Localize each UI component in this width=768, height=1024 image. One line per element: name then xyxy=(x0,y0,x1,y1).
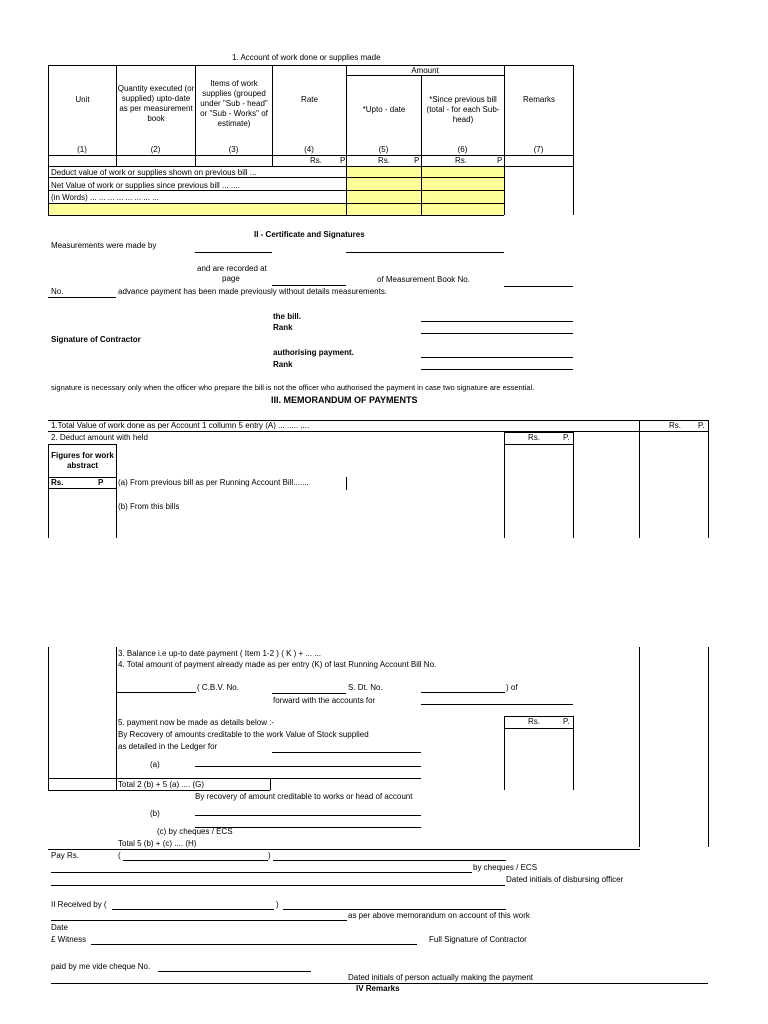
mb-no-label: of Measurement Book No. xyxy=(377,275,470,284)
col-upto-date: *Upto - date xyxy=(362,105,406,114)
memo-heading: III. MEMORANDUM OF PAYMENTS xyxy=(271,395,418,405)
memo-line-2: 2. Deduct amount with held xyxy=(51,433,148,442)
p-label: P xyxy=(497,156,503,165)
col-items: Items of work supplies (grouped under "Sub - head" or "Sub - Works" of estimate) xyxy=(200,79,268,128)
col-num-6: (6) xyxy=(457,145,468,154)
col-unit: Unit xyxy=(75,95,90,104)
forward-label: forward with the accounts for xyxy=(273,696,376,705)
no-label: No. xyxy=(51,287,64,296)
p-label: P. xyxy=(698,421,705,430)
recovery-stock-line: By Recovery of amounts creditable to the work Value of Stock supplied xyxy=(118,730,369,739)
row-in-words: (in Words) ... ... ... ... ... ... ... ... xyxy=(51,193,159,202)
pay-rs-label: Pay Rs. xyxy=(51,851,80,860)
item-b-label: (b) xyxy=(150,809,160,818)
rs-label: Rs. xyxy=(455,156,467,165)
rs-label: Rs. xyxy=(310,156,322,165)
dated-initials-disbursing: Dated initials of disbursing officer xyxy=(506,875,624,884)
signature-contractor-label: Signature of Contractor xyxy=(51,335,141,344)
total-g-line: Total 2 (b) + 5 (a) .... (G) xyxy=(118,780,205,789)
paid-by-cheque-label: paid by me vide cheque No. xyxy=(51,962,151,971)
authorising-payment-label: authorising payment. xyxy=(273,348,354,357)
memo-line-1: 1.Total Value of work done as per Account 1 collumn 5 entry (A) ... ..... .... xyxy=(51,421,310,430)
witness-label: £ Witness xyxy=(51,935,87,944)
total-h-line: Total 5 (b) + (c) .... (H) xyxy=(118,839,197,848)
p-label: P. xyxy=(563,433,570,442)
page-label: page xyxy=(222,274,240,283)
total-paid-line: 4. Total amount of payment already made as per entry (K) of last Running Account Bill No. xyxy=(118,660,437,669)
figures-work-abstract: Figures for work abstract xyxy=(51,451,114,470)
p-label: P xyxy=(414,156,420,165)
sdt-no-label: S. Dt. No. xyxy=(348,683,383,692)
received-by-label: II Received by ( xyxy=(51,900,107,909)
row-deduct: Deduct value of work or supplies shown on previous bill ... xyxy=(51,168,257,177)
col-num-4: (4) xyxy=(304,145,314,154)
rs-label: Rs. xyxy=(378,156,390,165)
cheques-line: (c) by cheques / ECS xyxy=(157,827,233,836)
rs-label: Rs. xyxy=(669,421,681,430)
paren-open: ( xyxy=(118,851,121,860)
col-num-7: (7) xyxy=(533,145,544,154)
rs-label: Rs. xyxy=(51,478,64,487)
rs-label: Rs. xyxy=(528,433,540,442)
as-per-memo-label: as per above memorandum on account of this work xyxy=(348,911,530,920)
from-this-bill: (b) From this bills xyxy=(118,502,180,511)
p-label: P xyxy=(98,478,104,487)
signature-note: signature is necessary only when the officer who prepare the bill is not the officer who authorised the payment in case two signature are essential. xyxy=(51,383,535,392)
of-label: ) of xyxy=(506,683,518,692)
paren-close: ) xyxy=(268,851,271,860)
balance-line: 3. Balance i.e up-to date payment ( Item 1-2 ) ( K ) + ... ... xyxy=(118,649,321,658)
amount-header: Amount xyxy=(411,66,439,75)
full-signature-contractor: Full Signature of Contractor xyxy=(429,935,527,944)
p-label: P. xyxy=(563,717,570,726)
col-num-5: (5) xyxy=(378,145,389,154)
remarks-heading: IV Remarks xyxy=(356,984,400,993)
received-close: ) xyxy=(276,900,279,909)
col-rate: Rate xyxy=(301,95,318,104)
date-label: Date xyxy=(51,923,68,932)
ledger-line: as detailed in the Ledger for xyxy=(118,742,218,751)
account-title: 1. Account of work done or supplies made xyxy=(232,53,381,62)
from-previous-bill: (a) From previous bill as per Running Account Bill....... xyxy=(118,478,309,487)
advance-payment-text: advance payment has been made previously without details measurements. xyxy=(118,287,388,296)
rs-label: Rs. xyxy=(528,717,540,726)
col-num-3: (3) xyxy=(228,145,239,154)
measured-by-label: Measurements were made by xyxy=(51,241,157,250)
rank-label-2: Rank xyxy=(273,360,293,369)
rank-label-1: Rank xyxy=(273,323,293,332)
the-bill-label: the bill. xyxy=(273,312,301,321)
col-quantity: Quantity executed (or supplied) upto-date as per measurement book xyxy=(117,84,195,123)
by-cheques-label: by cheques / ECS xyxy=(473,863,538,872)
item-a-label: (a) xyxy=(150,760,160,769)
row-net-value: Net Value of work or supplies since previous bill ... .... xyxy=(51,181,240,190)
dated-initials-person: Dated initials of person actually making the payment xyxy=(348,973,533,982)
recovery-works-line: By recovery of amount creditable to works or head of account xyxy=(195,792,413,801)
payment-now-line: 5. payment now be made as details below :- xyxy=(118,718,275,727)
col-remarks: Remarks xyxy=(522,95,555,104)
recorded-at-label: and are recorded at xyxy=(197,264,267,273)
col-num-1: (1) xyxy=(77,145,87,154)
certificate-heading: II - Certificate and Signatures xyxy=(254,230,365,239)
col-num-2: (2) xyxy=(150,145,161,154)
cbv-no-label: ( C.B.V. No. xyxy=(197,683,239,692)
col-since-previous: *Since previous bill (total - for each Sub-head) xyxy=(426,95,500,124)
p-label: P xyxy=(340,156,346,165)
